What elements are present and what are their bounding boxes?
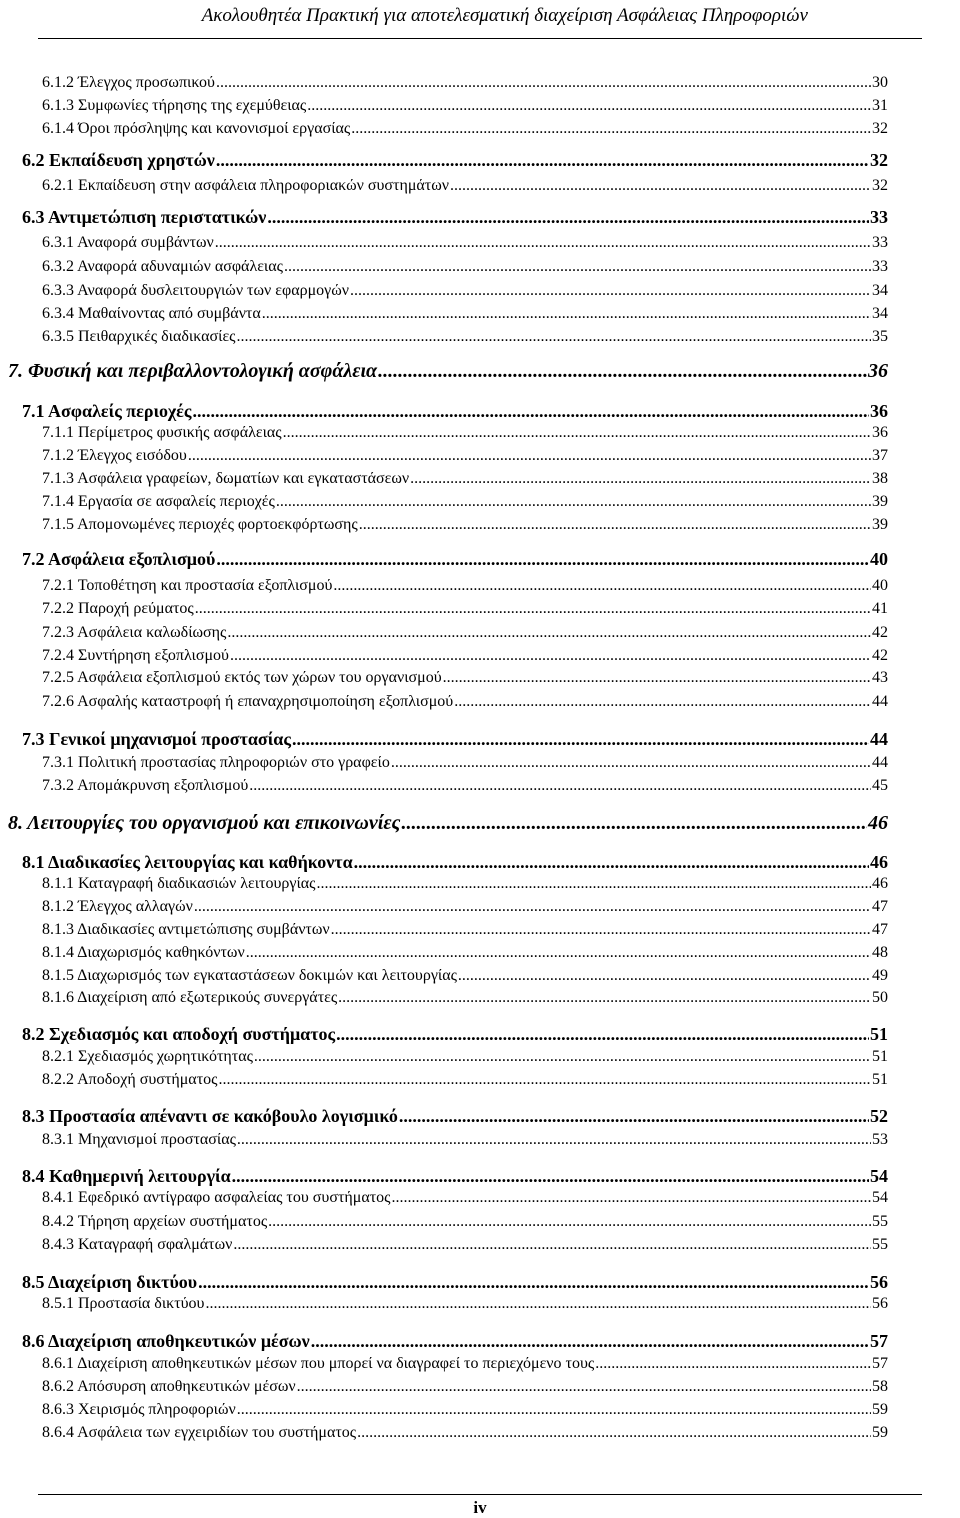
toc-entry-page: 46 [872,875,888,892]
toc-dot-leader [391,753,871,773]
toc-entry-title: 7.1 Ασφαλείς περιοχές [22,401,192,421]
toc-entry-page: 32 [872,120,888,137]
toc-dot-leader [198,1270,869,1294]
toc-entry[interactable] [42,1047,888,1067]
toc-entry[interactable] [42,897,888,917]
toc-dot-leader [230,646,871,666]
toc-dot-leader [249,776,871,796]
toc-dot-leader [595,1354,871,1374]
toc-entry-page: 54 [870,1166,888,1186]
toc-entry-title: 6.3.3 Αναφορά δυσλειτουργιών των εφαρμογών [42,282,349,299]
toc-entry[interactable] [8,358,888,384]
toc-entry[interactable] [42,692,888,712]
toc-entry-title: 6.3.5 Πειθαρχικές διαδικασίες [42,328,236,345]
toc-entry-title: 7.2.4 Συντήρηση εξοπλισμού [42,647,229,664]
toc-entry-title: 7.2.1 Τοποθέτηση και προστασία εξοπλισμού [42,577,333,594]
toc-entry[interactable] [22,1104,888,1128]
toc-entry-title: 8.5.1 Προστασία δικτύου [42,1295,205,1312]
toc-entry-title: 7.3.2 Απομάκρυνση εξοπλισμού [42,777,249,794]
toc-entry-title: 8.3.1 Μηχανισμοί προστασίας [42,1131,236,1148]
toc-dot-leader [351,119,871,139]
toc-entry-title: 6.2.1 Εκπαίδευση στην ασφάλεια πληροφοριακών συστημάτων [42,177,449,194]
toc-entry[interactable] [42,1070,888,1090]
toc-entry-page: 30 [872,74,888,91]
toc-dot-leader [450,176,871,196]
toc-entry[interactable] [42,304,888,324]
toc-entry-page: 33 [872,258,888,275]
toc-entry-title: 8.2.1 Σχεδιασμός χωρητικότητας [42,1048,253,1065]
toc-dot-leader [458,966,871,986]
header-divider [38,38,922,39]
toc-entry-page: 39 [872,493,888,510]
toc-dot-leader [194,897,871,917]
toc-entry[interactable] [42,920,888,940]
toc-entry-title: 8.3 Προστασία απέναντι σε κακόβουλο λογισμικό [22,1106,398,1126]
toc-entry-title: 8.4.3 Καταγραφή σφαλμάτων [42,1236,233,1253]
toc-entry[interactable] [42,1212,888,1232]
toc-entry[interactable] [42,576,888,596]
toc-dot-leader [268,1212,871,1232]
toc-entry[interactable] [22,148,888,172]
toc-dot-leader [292,727,869,751]
toc-entry-page: 44 [870,729,888,749]
toc-dot-leader [267,205,869,229]
toc-entry[interactable] [42,943,888,963]
toc-entry-title: 6.2 Εκπαίδευση χρηστών [22,150,215,170]
toc-entry-page: 40 [872,577,888,594]
toc-dot-leader [354,850,869,874]
toc-entry-page: 51 [872,1071,888,1088]
toc-entry-page: 34 [872,305,888,322]
toc-dot-leader [218,1070,871,1090]
toc-entry-page: 37 [872,447,888,464]
toc-entry-title: 6.3.4 Μαθαίνοντας από συμβάντα [42,305,261,322]
toc-entry-page: 55 [872,1236,888,1253]
toc-entry[interactable] [42,281,888,301]
toc-entry-page: 36 [868,360,888,382]
toc-entry-page: 46 [868,812,888,834]
toc-entry-page: 44 [872,693,888,710]
toc-entry-title: 8.1.5 Διαχωρισμός των εγκαταστάσεων δοκιμών και λειτουργίας [42,967,457,984]
page-number: iv [473,1498,487,1517]
toc-entry-title: 7.3 Γενικοί μηχανισμοί προστασίας [22,729,291,749]
toc-entry-page: 43 [872,669,888,686]
toc-dot-leader [262,304,871,324]
toc-entry-page: 50 [872,989,888,1006]
toc-entry-title: 8.6.4 Ασφάλεια των εγχειριδίων του συστήματος [42,1424,357,1441]
toc-dot-leader [188,446,871,466]
toc-entry[interactable] [42,599,888,619]
toc-entry[interactable] [42,446,888,466]
toc-dot-leader [232,1164,869,1188]
toc-entry[interactable] [22,1270,888,1294]
toc-entry-page: 59 [872,1424,888,1441]
toc-entry-page: 42 [872,624,888,641]
toc-entry[interactable] [42,1400,888,1420]
toc-dot-leader [350,281,871,301]
toc-entry[interactable] [42,233,888,253]
toc-entry-page: 54 [872,1189,888,1206]
toc-entry-page: 35 [872,328,888,345]
toc-entry-title: 8.4 Καθημερινή λειτουργία [22,1166,231,1186]
toc-entry-title: 8.5 Διαχείριση δικτύου [22,1272,198,1292]
toc-entry-page: 36 [872,424,888,441]
toc-entry-page: 33 [870,207,888,227]
toc-dot-leader [254,1047,871,1067]
toc-entry-title: 8. Λειτουργίες του οργανισμού και επικοινωνίες [8,812,401,834]
toc-entry[interactable] [42,1130,888,1150]
toc-dot-leader [205,1294,871,1314]
toc-dot-leader [378,358,867,384]
toc-entry-page: 53 [872,1131,888,1148]
toc-entry[interactable] [42,668,888,688]
toc-entry-title: 8.2 Σχεδιασμός και αποδοχή συστήματος [22,1024,336,1044]
toc-dot-leader [297,1377,871,1397]
toc-entry[interactable] [42,1423,888,1443]
toc-entry-page: 47 [872,898,888,915]
toc-entry[interactable] [42,176,888,196]
toc-entry-page: 56 [872,1295,888,1312]
toc-entry[interactable] [42,623,888,643]
toc-entry-title: 7.2.6 Ασφαλής καταστροφή ή επαναχρησιμοποίηση εξοπλισμού [42,693,454,710]
toc-entry[interactable] [42,1235,888,1255]
toc-entry[interactable] [42,1188,888,1208]
toc-dot-leader [216,73,871,93]
toc-entry-title: 6.1.2 Έλεγχος προσωπικού [42,74,215,91]
toc-dot-leader [276,492,871,512]
toc-entry[interactable] [42,1354,888,1374]
toc-dot-leader [216,547,869,571]
toc-entry-title: 6.1.3 Συμφωνίες τήρησης της εχεμύθειας [42,97,307,114]
toc-entry-page: 39 [872,516,888,533]
toc-entry[interactable] [42,753,888,773]
toc-entry[interactable] [22,1329,888,1353]
toc-dot-leader [338,988,871,1008]
toc-entry-page: 51 [870,1024,888,1044]
toc-entry-page: 36 [870,401,888,421]
toc-entry[interactable] [42,988,888,1008]
toc-dot-leader [237,1400,871,1420]
toc-entry-title: 7.1.1 Περίμετρος φυσικής ασφάλειας [42,424,282,441]
toc-entry[interactable] [42,966,888,986]
toc-entry-title: 8.1.4 Διαχωρισμός καθηκόντων [42,944,245,961]
toc-entry-title: 8.1.2 Έλεγχος αλλαγών [42,898,193,915]
toc-entry-page: 51 [872,1048,888,1065]
toc-entry-page: 57 [870,1331,888,1351]
toc-entry-title: 7.1.4 Εργασία σε ασφαλείς περιοχές [42,493,275,510]
toc-dot-leader [454,692,871,712]
toc-entry-title: 6.1.4 Όροι πρόσληψης και κανονισμοί εργασίας [42,120,351,137]
toc-entry[interactable] [22,850,888,874]
toc-entry-title: 7.1.2 Έλεγχος εισόδου [42,447,187,464]
toc-dot-leader [391,1188,871,1208]
toc-dot-leader [307,96,871,116]
toc-entry[interactable] [42,1377,888,1397]
toc-entry-page: 41 [872,600,888,617]
toc-entry-page: 34 [872,282,888,299]
toc-entry-page: 58 [872,1378,888,1395]
toc-entry-title: 8.1.3 Διαδικασίες αντιμετώπισης συμβάντων [42,921,330,938]
toc-entry-page: 57 [872,1355,888,1372]
toc-entry-title: 7.2.2 Παροχή ρεύματος [42,600,194,617]
running-header: Ακολουθητέα Πρακτική για αποτελεσματική διαχείριση Ασφάλειας Πληροφοριών [201,5,808,26]
toc-entry[interactable] [42,327,888,347]
toc-dot-leader [216,148,869,172]
toc-dot-leader [401,810,867,836]
toc-entry-page: 47 [872,921,888,938]
toc-entry-title: 8.6.2 Απόσυρση αποθηκευτικών μέσων [42,1378,296,1395]
toc-dot-leader [333,576,871,596]
toc-entry-page: 46 [870,852,888,872]
toc-entry-page: 38 [872,470,888,487]
toc-entry-title: 7.1.3 Ασφάλεια γραφείων, δωματίων και εγκαταστάσεων [42,470,410,487]
toc-entry[interactable] [22,727,888,751]
toc-dot-leader [227,623,871,643]
toc-dot-leader [237,1130,871,1150]
toc-entry-page: 33 [872,234,888,251]
toc-entry[interactable] [42,257,888,277]
toc-entry-page: 42 [872,647,888,664]
toc-entry[interactable] [22,399,888,423]
toc-entry[interactable] [22,205,888,229]
toc-entry-page: 31 [872,97,888,114]
toc-entry-page: 40 [870,549,888,569]
toc-entry[interactable] [42,515,888,535]
toc-dot-leader [443,668,871,688]
toc-entry[interactable] [8,810,888,836]
toc-entry[interactable] [42,874,888,894]
toc-dot-leader [311,1329,869,1353]
toc-entry-title: 6.3.1 Αναφορά συμβάντων [42,234,214,251]
toc-entry-page: 49 [872,967,888,984]
toc-dot-leader [192,399,869,423]
toc-entry[interactable] [22,1022,888,1046]
toc-dot-leader [215,233,871,253]
toc-entry-title: 8.6.3 Χειρισμός πληροφοριών [42,1401,236,1418]
toc-entry[interactable] [42,73,888,93]
toc-entry-title: 7.2.5 Ασφάλεια εξοπλισμού εκτός των χώρων του οργανισμού [42,669,442,686]
toc-entry-title: 8.1.6 Διαχείριση από εξωτερικούς συνεργάτες [42,989,338,1006]
toc-entry-title: 6.3 Αντιμετώπιση περιστατικών [22,207,267,227]
toc-dot-leader [331,920,871,940]
toc-entry-title: 7.2 Ασφάλεια εξοπλισμού [22,549,216,569]
toc-dot-leader [316,874,871,894]
toc-entry[interactable] [42,96,888,116]
toc-entry-title: 8.4.1 Εφεδρικό αντίγραφο ασφαλείας του συστήματος [42,1189,391,1206]
toc-entry-page: 32 [870,150,888,170]
footer-divider [38,1494,922,1495]
toc-dot-leader [336,1022,869,1046]
toc-entry-page: 32 [872,177,888,194]
toc-entry[interactable] [42,776,888,796]
toc-dot-leader [246,943,871,963]
toc-entry[interactable] [22,1164,888,1188]
toc-entry-title: 8.1.1 Καταγραφή διαδικασιών λειτουργίας [42,875,316,892]
toc-dot-leader [284,257,871,277]
toc-dot-leader [237,327,872,347]
toc-entry-title: 8.1 Διαδικασίες λειτουργίας και καθήκοντα [22,852,353,872]
toc-entry-title: 7.3.1 Πολιτική προστασίας πληροφοριών στο γραφείο [42,754,390,771]
toc-entry-page: 56 [870,1272,888,1292]
toc-entry[interactable] [42,492,888,512]
toc-entry-page: 55 [872,1213,888,1230]
toc-entry-title: 6.3.2 Αναφορά αδυναμιών ασφάλειας [42,258,283,275]
toc-dot-leader [359,515,871,535]
toc-entry-page: 45 [872,777,888,794]
toc-entry-page: 59 [872,1401,888,1418]
toc-entry-title: 8.2.2 Αποδοχή συστήματος [42,1071,218,1088]
toc-entry-title: 8.6 Διαχείριση αποθηκευτικών μέσων [22,1331,310,1351]
toc-dot-leader [283,423,871,443]
toc-entry[interactable] [42,119,888,139]
toc-entry[interactable] [42,1294,888,1314]
toc-entry[interactable] [42,646,888,666]
toc-entry-page: 48 [872,944,888,961]
toc-entry-title: 8.4.2 Τήρηση αρχείων συστήματος [42,1213,268,1230]
toc-entry[interactable] [42,423,888,443]
toc-dot-leader [399,1104,869,1128]
toc-dot-leader [233,1235,871,1255]
toc-entry-title: 7.2.3 Ασφάλεια καλωδίωσης [42,624,227,641]
toc-entry[interactable] [42,469,888,489]
toc-entry-title: 7.1.5 Απομονωμένες περιοχές φορτοεκφόρτωσης [42,516,358,533]
toc-entry[interactable] [22,547,888,571]
toc-dot-leader [195,599,871,619]
toc-entry-title: 7. Φυσική και περιβαλλοντολογική ασφάλεια [8,360,378,382]
toc-entry-page: 44 [872,754,888,771]
toc-dot-leader [410,469,871,489]
toc-entry-title: 8.6.1 Διαχείριση αποθηκευτικών μέσων που μπορεί να διαγραφεί το περιεχόμενο τους [42,1355,595,1372]
toc-dot-leader [357,1423,871,1443]
toc-entry-page: 52 [870,1106,888,1126]
